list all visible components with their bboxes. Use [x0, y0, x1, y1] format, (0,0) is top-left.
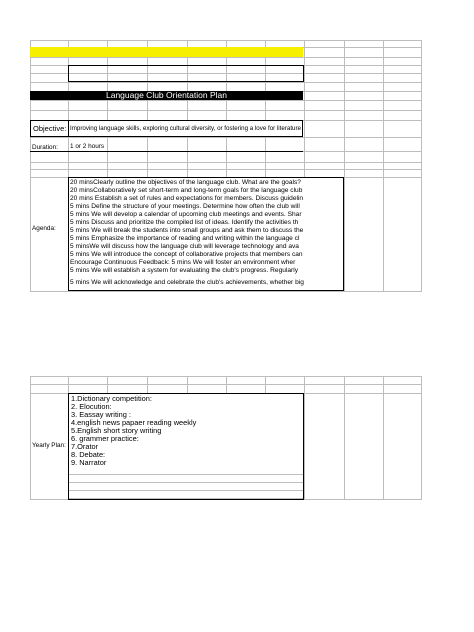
agenda-item: 5 mins Emphasize the importance of reading and writing within the language cl	[70, 235, 300, 242]
agenda-item: 5 mins We will introduce the concept of collaborative projects that members can	[70, 251, 303, 258]
agenda-item: 5 mins We will establish a system for evaluating the club's progress. Regularly	[70, 267, 298, 274]
yearly-plan-item: 1.Dictionary competition:	[71, 394, 152, 403]
yearly-plan-item: 4.english news papaer reading weekly	[71, 418, 197, 427]
objective-label: Objective:	[33, 124, 67, 133]
yearly-plan-item: 2. Elocution:	[71, 402, 112, 411]
yearly-plan-item: 3. Eassay writing :	[71, 410, 131, 419]
orientation-plan-sheet	[30, 40, 422, 292]
agenda-item: 20 minsClearly outline the objectives of the language club. What are the goals?	[70, 179, 301, 186]
agenda-item: 20 mins Establish a set of rules and expectations for members. Discuss guidelin	[70, 195, 304, 202]
yearly-plan-list	[68, 393, 304, 500]
agenda-item: 5 minsWe will discuss how the language club will leverage technology and ava	[70, 243, 299, 250]
yearly-plan-item: 6. grammer practice:	[71, 434, 139, 443]
duration-value: 1 or 2 hours	[70, 143, 105, 150]
agenda-list	[68, 177, 344, 291]
agenda-item: 5 mins We will develop a calendar of upcoming club meetings and events. Shar	[70, 211, 302, 218]
page-title: Language Club Orientation Plan	[30, 91, 303, 100]
agenda-item: 5 mins We will acknowledge and celebrate the club's achievements, whether big	[70, 279, 304, 286]
duration-label: Duration:	[32, 144, 58, 151]
yearly-plan-item: 8. Debate:	[71, 450, 106, 459]
agenda-label: Agenda:	[32, 225, 56, 232]
highlight-band	[30, 47, 303, 57]
objective-row	[30, 120, 303, 137]
objective-text: Improving language skills, exploring cultural diversity, or fostering a love for literature	[70, 125, 301, 132]
yearly-plan-sheet	[30, 376, 422, 500]
agenda-item: 5 mins We will break the students into small groups and ask them to discuss the	[70, 227, 304, 234]
yearly-plan-item: 5.English short story writing	[71, 426, 162, 435]
agenda-item: 5 mins Discuss and prioritize the compiled list of ideas. Identify the activities th	[70, 219, 299, 226]
yearly-plan-item: 7.Orator	[71, 442, 99, 451]
yearly-plan-label: Yearly Plan:	[32, 442, 66, 449]
agenda-item: 5 mins Define the structure of your meetings. Determine how often the club will	[70, 203, 300, 210]
agenda-item: Encourage Continuous Feedback: 5 mins We will foster an environment wher	[70, 259, 296, 266]
agenda-item: 20 minsCollaboratively set short-term and long-term goals for the language club	[70, 187, 303, 194]
yearly-plan-item: 9. Narrator	[71, 458, 107, 467]
